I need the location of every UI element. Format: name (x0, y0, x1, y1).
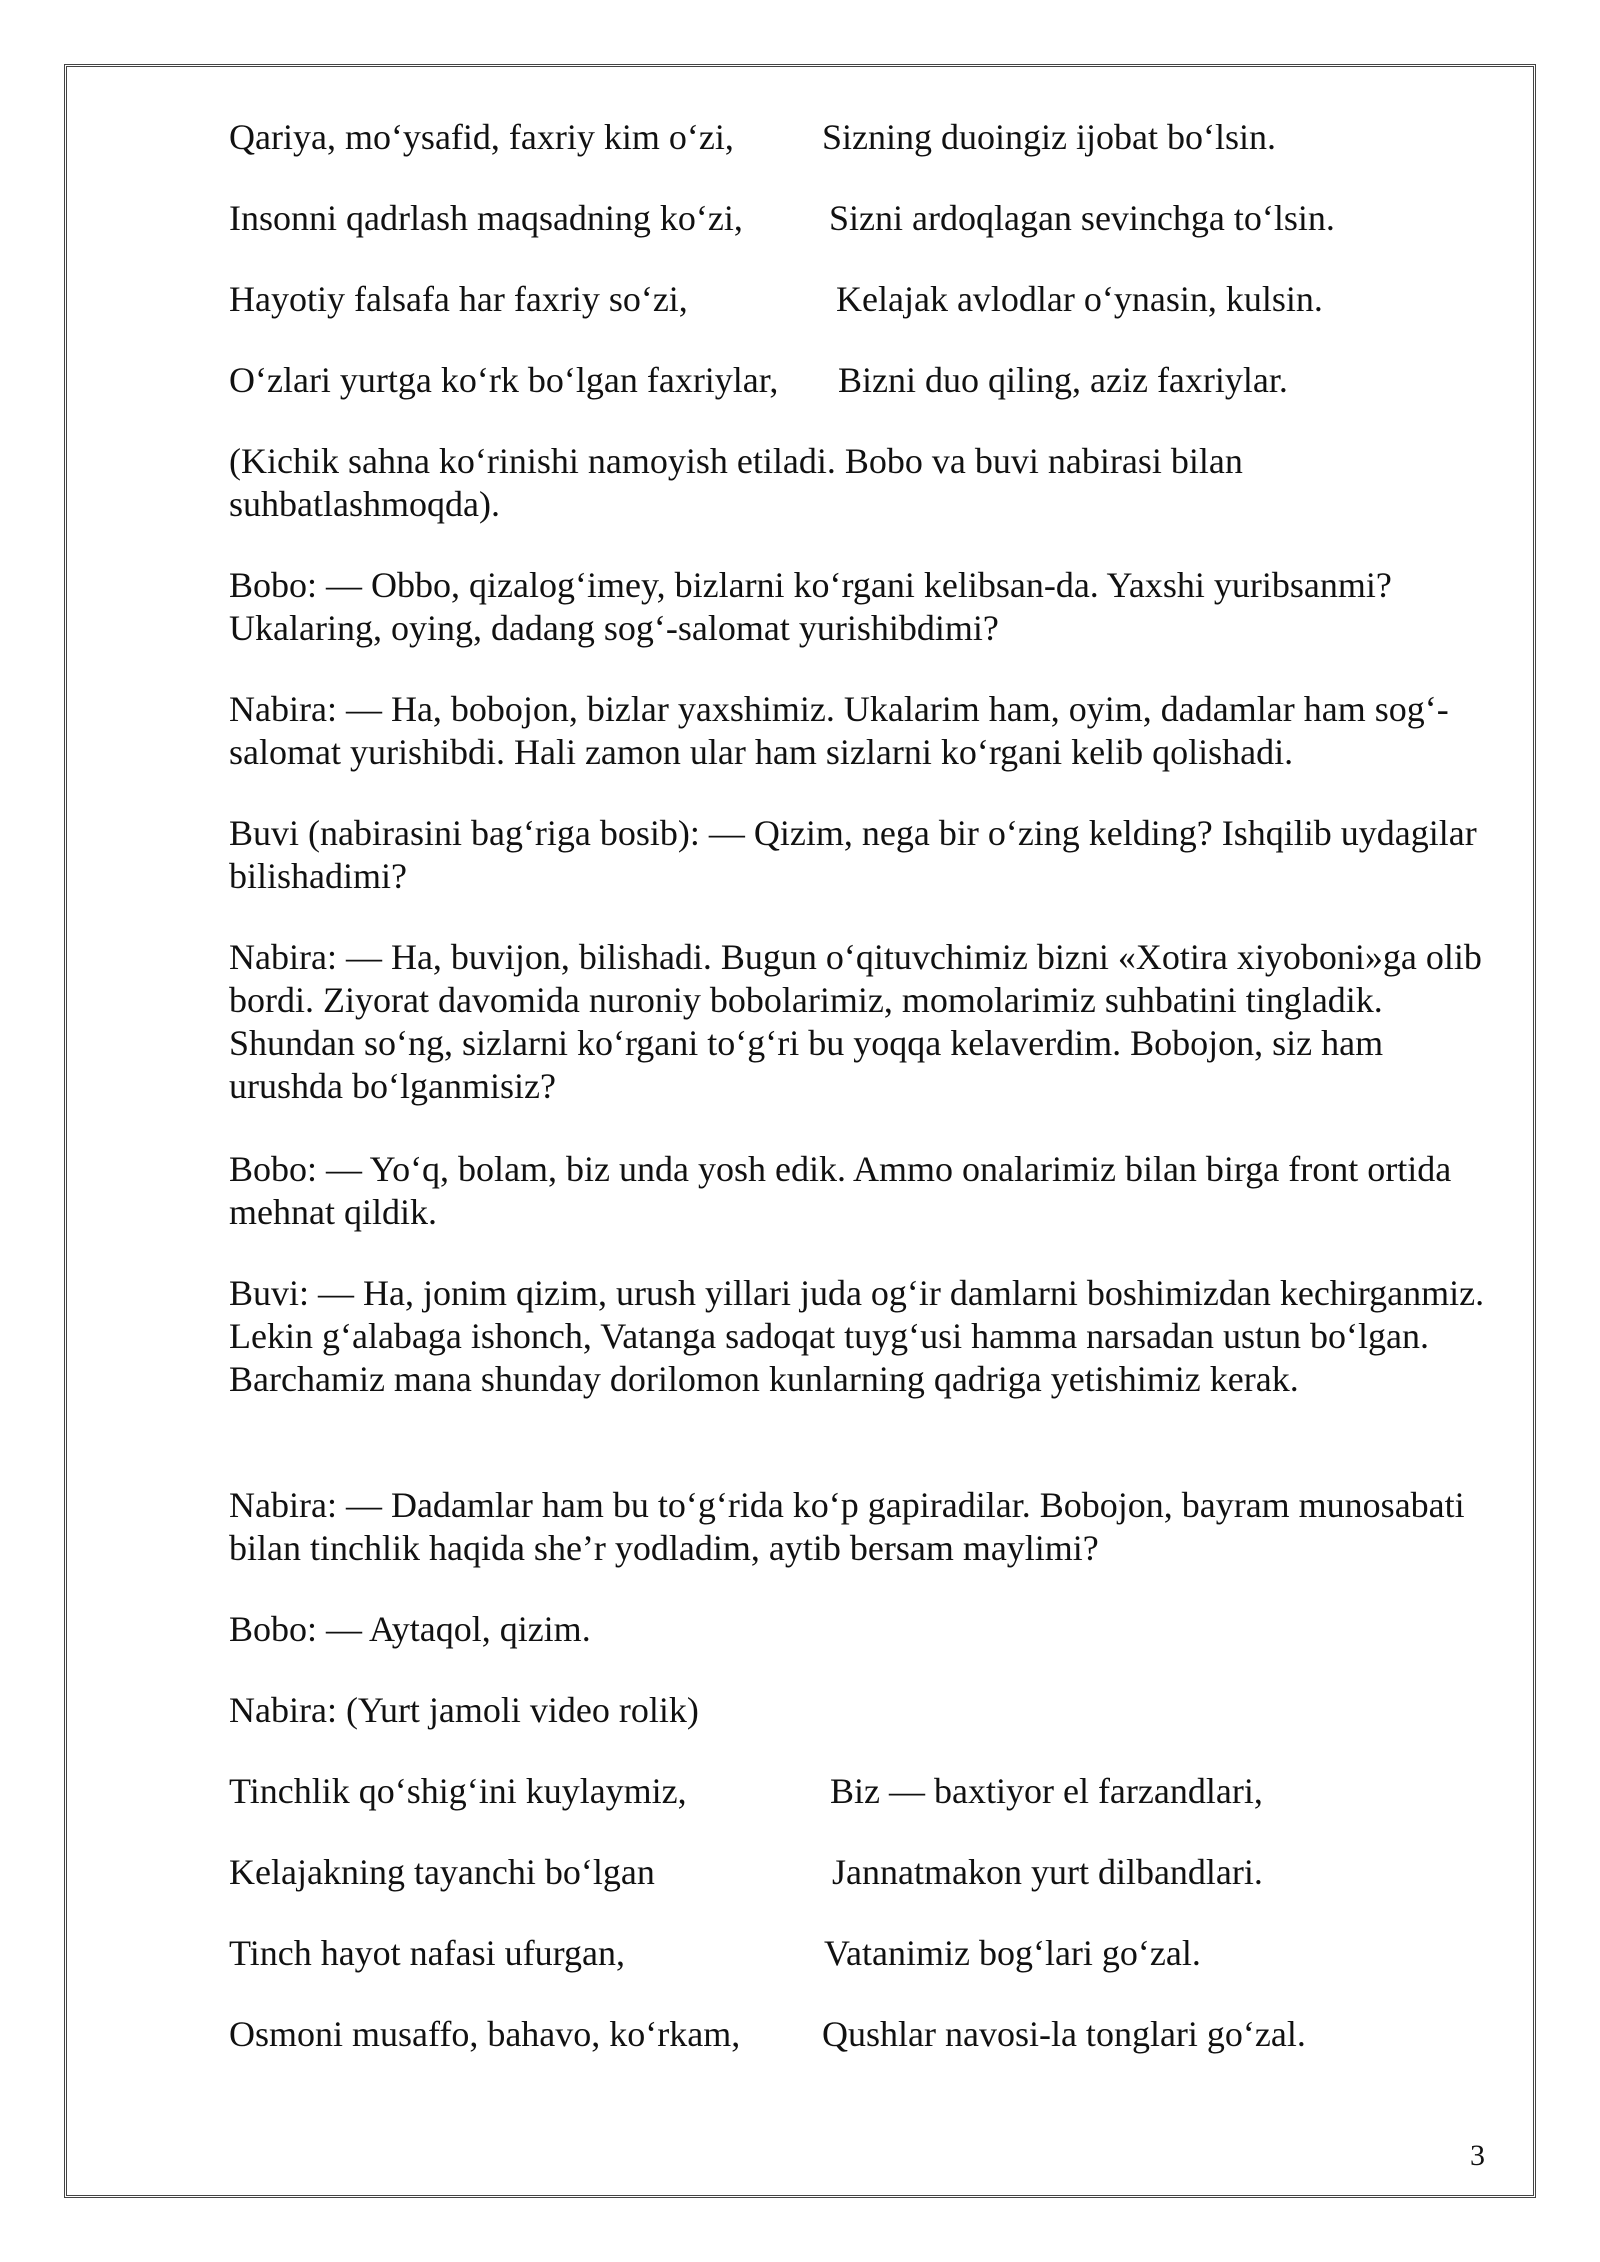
verse-right-text: Jannatmakon yurt dilbandlari. (832, 1852, 1263, 1892)
dialogue-paragraph: Bobo: — Yo‘q, bolam, biz unda yosh edik. Ammo onalarimiz bilan birga front ortida mehnat qildik. (229, 1149, 1452, 1232)
dialogue-paragraph: Buvi (nabirasini bag‘riga bosib): — Qizim, nega bir o‘zing kelding? Ishqilib uydagilar bilishadimi? (229, 813, 1477, 896)
verse-right-text: Qushlar navosi-la tonglari go‘zal. (822, 2014, 1306, 2054)
verse-line (229, 197, 1501, 240)
dialogue-paragraph: Bobo: — Obbo, qizalog‘imey, bizlarni ko‘rgani kelibsan-da. Yaxshi yuribsanmi? Ukalaring, oying, dadang sog‘-salomat yurishibdimi? (229, 565, 1392, 648)
verse-left-text: Hayotiy falsafa har faxriy so‘zi, (229, 279, 688, 319)
verse-left-text: Qariya, mo‘ysafid, faxriy kim o‘zi, (229, 117, 734, 157)
dialogue-paragraph: Nabira: (Yurt jamoli video rolik) (229, 1690, 699, 1730)
dialogue-paragraph: Nabira: — Ha, buvijon, bilishadi. Bugun o‘qituvchimiz bizni «Xotira xiyoboni»ga olib bordi. Ziyorat davomida nuroniy bobolarimiz, momolarimiz suhbatini tingladik. Shundan so‘ng, sizlarni ko‘rgani to‘g‘ri bu yoqqa kelaverdim. Bobojon, siz ham urushda bo‘lganmisiz? (229, 937, 1482, 1106)
verse-left-text: Kelajakning tayanchi bo‘lgan (229, 1852, 655, 1892)
verse-right-text: Sizning duoingiz ijobat bo‘lsin. (822, 117, 1276, 157)
stage-direction: (Kichik sahna ko‘rinishi namoyish etiladi. Bobo va buvi nabirasi bilan suhbatlashmoqda). (229, 441, 1243, 524)
verse-line (229, 1770, 1501, 1813)
verse-right-text: Vatanimiz bog‘lari go‘zal. (824, 1933, 1201, 1973)
verse-right-text: Kelajak avlodlar o‘ynasin, kulsin. (836, 279, 1323, 319)
verse-line (229, 116, 1501, 159)
dialogue-paragraph: Nabira: — Ha, bobojon, bizlar yaxshimiz. Ukalarim ham, oyim, dadamlar ham sog‘-salomat yurishibdi. Hali zamon ular ham sizlarni ko‘rgani kelib qolishadi. (229, 689, 1449, 772)
verse-right-text: Sizni ardoqlagan sevinchga to‘lsin. (829, 198, 1335, 238)
verse-right-text: Biz — baxtiyor el farzandlari, (830, 1771, 1263, 1811)
verse-left-text: Tinchlik qo‘shig‘ini kuylaymiz, (229, 1771, 687, 1811)
verse-line (229, 359, 1501, 402)
verse-left-text: Osmoni musaffo, bahavo, ko‘rkam, (229, 2014, 741, 2054)
dialogue-paragraph: Buvi: — Ha, jonim qizim, urush yillari juda og‘ir damlarni boshimizdan kechirganmiz. Lekin g‘alabaga ishonch, Vatanga sadoqat tuyg‘usi hamma narsadan ustun bo‘lgan. Barchamiz mana shunday dorilomon kunlarning qadriga yetishimiz kerak. (229, 1273, 1485, 1399)
dialogue-paragraph: Nabira: — Dadamlar ham bu to‘g‘rida ko‘p gapiradilar. Bobojon, bayram munosabati bilan tinchlik haqida she’r yodladim, aytib bersam maylimi? (229, 1485, 1465, 1568)
verse-line (229, 1932, 1501, 1975)
dialogue-paragraph: Bobo: — Aytaqol, qizim. (229, 1609, 591, 1649)
verse-left-text: Insonni qadrlash maqsadning ko‘zi, (229, 198, 743, 238)
verse-line (229, 2013, 1501, 2056)
verse-left-text: Tinch hayot nafasi ufurgan, (229, 1933, 625, 1973)
verse-line (229, 278, 1501, 321)
page-number: 3 (1470, 2139, 1485, 2172)
verse-right-text: Bizni duo qiling, aziz faxriylar. (838, 360, 1288, 400)
verse-left-text: O‘zlari yurtga ko‘rk bo‘lgan faxriylar, (229, 360, 779, 400)
verse-line (229, 1851, 1501, 1894)
